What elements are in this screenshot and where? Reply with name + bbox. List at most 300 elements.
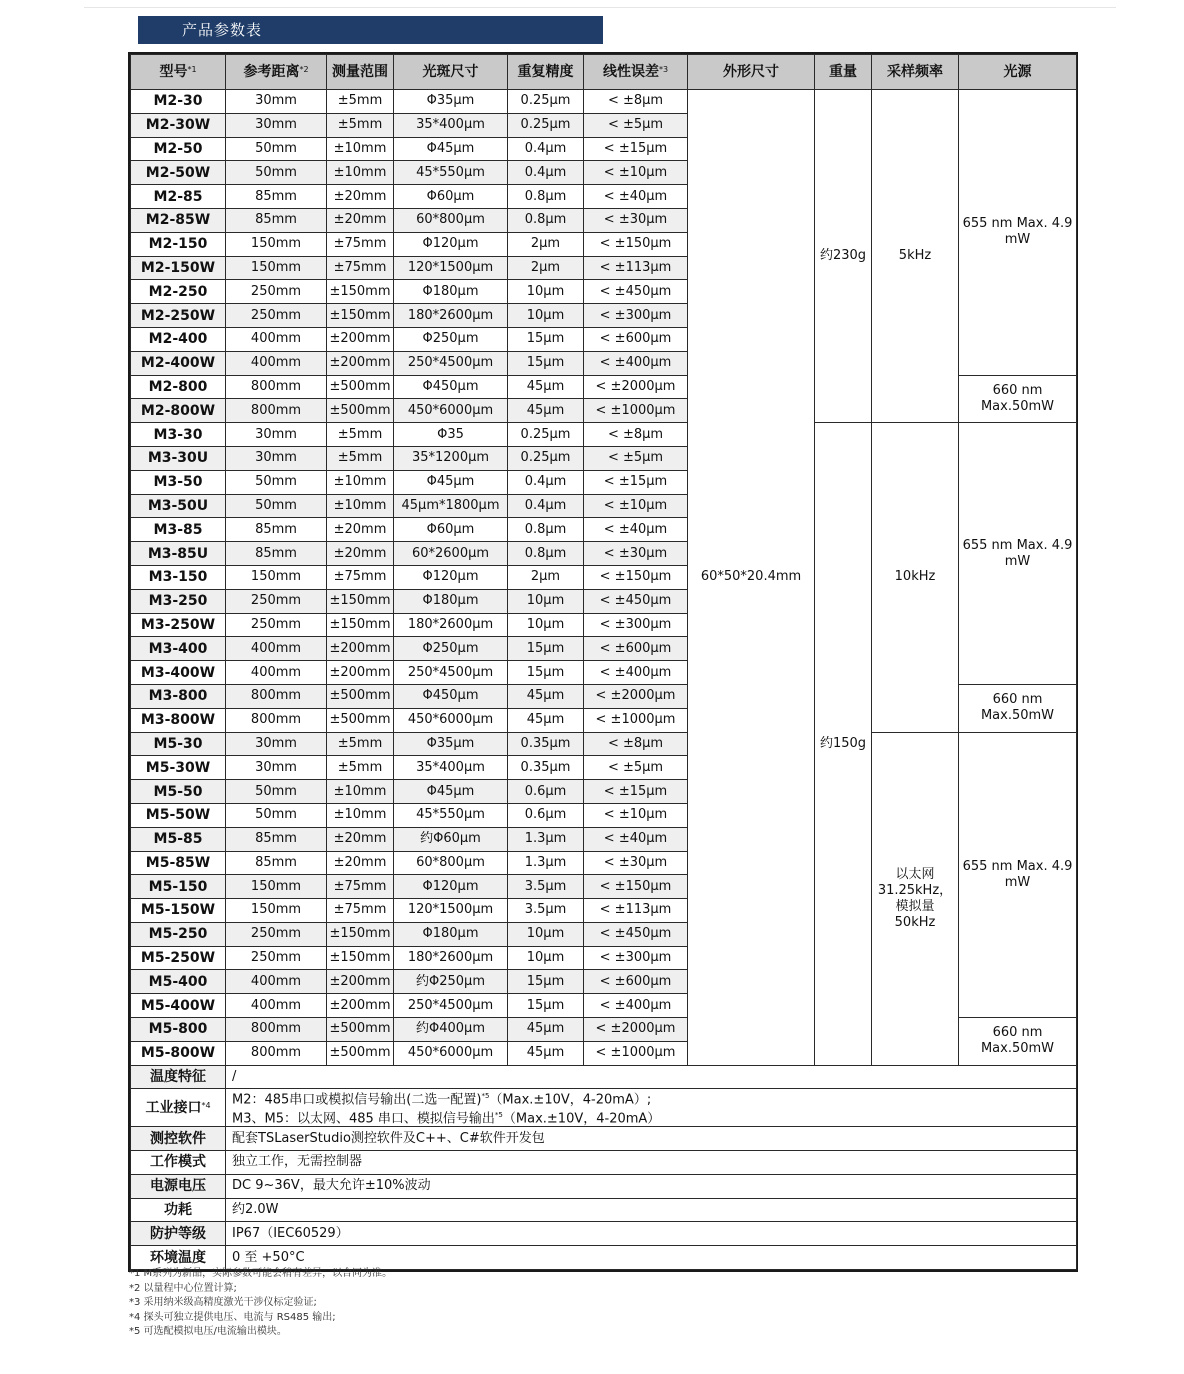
weight-cell: 约230g	[815, 90, 872, 423]
spot-cell: 250*4500μm	[394, 661, 508, 685]
range-cell: ±75mm	[327, 899, 394, 923]
model-cell: M5-250W	[131, 946, 226, 970]
model-cell: M3-400	[131, 637, 226, 661]
linearity-cell: < ±150μm	[584, 232, 688, 256]
ref-distance-cell: 800mm	[226, 684, 327, 708]
ref-distance-cell: 50mm	[226, 780, 327, 804]
linearity-cell: < ±2000μm	[584, 1018, 688, 1042]
model-cell: M3-800	[131, 684, 226, 708]
model-cell: M3-30U	[131, 446, 226, 470]
ref-distance-cell: 400mm	[226, 661, 327, 685]
spot-cell: Φ60μm	[394, 185, 508, 209]
range-cell: ±5mm	[327, 423, 394, 447]
model-cell: M5-85W	[131, 851, 226, 875]
header-model: 型号$^{*1}$	[131, 55, 226, 90]
repeat-cell: 2μm	[508, 256, 584, 280]
range-cell: ±500mm	[327, 684, 394, 708]
header-linearity: 线性误差$^{*3}$	[584, 55, 688, 90]
repeat-cell: 2μm	[508, 565, 584, 589]
model-cell: M5-85	[131, 827, 226, 851]
ref-distance-cell: 30mm	[226, 756, 327, 780]
spec-label: 环境温度	[131, 1246, 226, 1270]
ref-distance-cell: 30mm	[226, 90, 327, 114]
ref-distance-cell: 150mm	[226, 565, 327, 589]
model-cell: M2-150	[131, 232, 226, 256]
linearity-cell: < ±30μm	[584, 851, 688, 875]
ref-distance-cell: 400mm	[226, 327, 327, 351]
spot-cell: 450*6000μm	[394, 708, 508, 732]
light-source-cell: 660 nm Max.50mW	[959, 684, 1077, 732]
ref-distance-cell: 150mm	[226, 875, 327, 899]
model-cell: M2-150W	[131, 256, 226, 280]
range-cell: ±150mm	[327, 589, 394, 613]
repeat-cell: 0.4μm	[508, 137, 584, 161]
spec-label: 温度特征	[131, 1065, 226, 1089]
spec-label: 工业接口$^{*4}$	[131, 1089, 226, 1127]
spec-row-interface	[131, 1089, 1077, 1127]
linearity-cell: < ±40μm	[584, 518, 688, 542]
spot-cell: Φ180μm	[394, 922, 508, 946]
spec-row-software	[131, 1127, 1077, 1151]
model-cell: M3-150	[131, 565, 226, 589]
repeat-cell: 0.4μm	[508, 470, 584, 494]
header-spot: 光斑尺寸	[394, 55, 508, 90]
spot-cell: Φ120μm	[394, 232, 508, 256]
spot-cell: Φ35	[394, 423, 508, 447]
spec-value: M2：485串口或模拟信号输出(二选一配置)$^{*5}$（Max.±10V，4-20mA）; M3、M5：以太网、485 串口、模拟信号输出$^{*5}$（Max.±10V，4-20mA）	[226, 1089, 1077, 1127]
repeat-cell: 0.6μm	[508, 780, 584, 804]
top-divider	[84, 7, 1116, 8]
model-cell: M3-50	[131, 470, 226, 494]
spot-cell: Φ250μm	[394, 327, 508, 351]
ref-distance-cell: 50mm	[226, 161, 327, 185]
spec-label: 测控软件	[131, 1127, 226, 1151]
spot-cell: 约Φ60μm	[394, 827, 508, 851]
repeat-cell: 45μm	[508, 708, 584, 732]
spot-cell: Φ450μm	[394, 375, 508, 399]
linearity-cell: < ±10μm	[584, 494, 688, 518]
linearity-cell: < ±1000μm	[584, 399, 688, 423]
linearity-cell: < ±2000μm	[584, 684, 688, 708]
sampling-cell: 5kHz	[872, 90, 959, 423]
model-cell: M5-50	[131, 780, 226, 804]
linearity-cell: < ±40μm	[584, 185, 688, 209]
spec-table-body	[131, 90, 1077, 1066]
range-cell: ±500mm	[327, 708, 394, 732]
header-sampling: 采样频率	[872, 55, 959, 90]
ref-distance-cell: 50mm	[226, 803, 327, 827]
linearity-cell: < ±300μm	[584, 304, 688, 328]
spot-cell: 45*550μm	[394, 803, 508, 827]
general-specs	[131, 1065, 1077, 1269]
range-cell: ±10mm	[327, 803, 394, 827]
ref-distance-cell: 250mm	[226, 946, 327, 970]
ref-distance-cell: 800mm	[226, 708, 327, 732]
model-cell: M3-85	[131, 518, 226, 542]
header-row	[131, 55, 1077, 90]
repeat-cell: 10μm	[508, 589, 584, 613]
linearity-cell: < ±600μm	[584, 637, 688, 661]
table-row	[131, 423, 1077, 447]
range-cell: ±20mm	[327, 185, 394, 209]
repeat-cell: 45μm	[508, 684, 584, 708]
sampling-cell: 以太网 31.25kHz，模拟量 50kHz	[872, 732, 959, 1065]
header-light: 光源	[959, 55, 1077, 90]
spec-table-frame	[128, 52, 1078, 1272]
repeat-cell: 15μm	[508, 994, 584, 1018]
linearity-cell: < ±8μm	[584, 732, 688, 756]
spot-cell: 60*800μm	[394, 208, 508, 232]
spec-table	[130, 54, 1077, 1270]
spot-cell: Φ180μm	[394, 280, 508, 304]
repeat-cell: 1.3μm	[508, 827, 584, 851]
spec-value: 0 至 +50°C	[226, 1246, 1077, 1270]
linearity-cell: < ±600μm	[584, 327, 688, 351]
model-cell: M2-50	[131, 137, 226, 161]
ref-distance-cell: 400mm	[226, 637, 327, 661]
repeat-cell: 45μm	[508, 1041, 584, 1065]
range-cell: ±500mm	[327, 375, 394, 399]
range-cell: ±5mm	[327, 732, 394, 756]
range-cell: ±10mm	[327, 470, 394, 494]
range-cell: ±5mm	[327, 446, 394, 470]
spot-cell: 450*6000μm	[394, 399, 508, 423]
linearity-cell: < ±400μm	[584, 661, 688, 685]
spot-cell: 250*4500μm	[394, 994, 508, 1018]
light-source-cell: 655 nm Max. 4.9 mW	[959, 732, 1077, 1018]
range-cell: ±75mm	[327, 232, 394, 256]
spot-cell: 35*1200μm	[394, 446, 508, 470]
light-source-cell: 655 nm Max. 4.9 mW	[959, 90, 1077, 376]
repeat-cell: 0.4μm	[508, 161, 584, 185]
repeat-cell: 3.5μm	[508, 899, 584, 923]
model-cell: M3-250	[131, 589, 226, 613]
linearity-cell: < ±15μm	[584, 780, 688, 804]
page-title: 产品参数表	[138, 16, 603, 44]
spot-cell: Φ35μm	[394, 90, 508, 114]
repeat-cell: 10μm	[508, 613, 584, 637]
ref-distance-cell: 30mm	[226, 732, 327, 756]
range-cell: ±200mm	[327, 351, 394, 375]
linearity-cell: < ±450μm	[584, 922, 688, 946]
range-cell: ±200mm	[327, 327, 394, 351]
repeat-cell: 0.25μm	[508, 90, 584, 114]
footnote: *4 探头可独立提供电压、电流与 RS485 输出;	[129, 1311, 336, 1323]
range-cell: ±200mm	[327, 994, 394, 1018]
spec-row-power	[131, 1198, 1077, 1222]
spot-cell: Φ450μm	[394, 684, 508, 708]
repeat-cell: 15μm	[508, 637, 584, 661]
range-cell: ±500mm	[327, 1018, 394, 1042]
model-cell: M5-250	[131, 922, 226, 946]
spot-cell: Φ180μm	[394, 589, 508, 613]
repeat-cell: 0.8μm	[508, 542, 584, 566]
spot-cell: 120*1500μm	[394, 899, 508, 923]
light-source-cell: 655 nm Max. 4.9 mW	[959, 423, 1077, 685]
linearity-cell: < ±113μm	[584, 899, 688, 923]
spec-value: 约2.0W	[226, 1198, 1077, 1222]
ref-distance-cell: 85mm	[226, 185, 327, 209]
range-cell: ±200mm	[327, 637, 394, 661]
repeat-cell: 10μm	[508, 280, 584, 304]
dimensions-cell: 60*50*20.4mm	[688, 90, 815, 1066]
ref-distance-cell: 250mm	[226, 304, 327, 328]
spot-cell: Φ120μm	[394, 875, 508, 899]
ref-distance-cell: 30mm	[226, 113, 327, 137]
range-cell: ±10mm	[327, 780, 394, 804]
spot-cell: 约Φ400μm	[394, 1018, 508, 1042]
linearity-cell: < ±8μm	[584, 90, 688, 114]
linearity-cell: < ±150μm	[584, 565, 688, 589]
linearity-cell: < ±113μm	[584, 256, 688, 280]
range-cell: ±20mm	[327, 208, 394, 232]
ref-distance-cell: 800mm	[226, 399, 327, 423]
repeat-cell: 0.25μm	[508, 446, 584, 470]
spec-value: DC 9~36V，最大允许±10%波动	[226, 1174, 1077, 1198]
spot-cell: 45μm*1800μm	[394, 494, 508, 518]
spec-value: /	[226, 1065, 1077, 1089]
linearity-cell: < ±150μm	[584, 875, 688, 899]
ref-distance-cell: 800mm	[226, 375, 327, 399]
ref-distance-cell: 85mm	[226, 851, 327, 875]
ref-distance-cell: 250mm	[226, 922, 327, 946]
model-cell: M3-400W	[131, 661, 226, 685]
repeat-cell: 45μm	[508, 399, 584, 423]
footnote: *1 M系列为新品，实际参数可能会稍有差异，以合同为准。	[129, 1268, 393, 1279]
spec-row-mode	[131, 1150, 1077, 1174]
linearity-cell: < ±450μm	[584, 589, 688, 613]
range-cell: ±150mm	[327, 280, 394, 304]
table-row	[131, 732, 1077, 756]
model-cell: M5-30W	[131, 756, 226, 780]
spot-cell: Φ45μm	[394, 470, 508, 494]
repeat-cell: 15μm	[508, 970, 584, 994]
ref-distance-cell: 85mm	[226, 827, 327, 851]
linearity-cell: < ±1000μm	[584, 708, 688, 732]
ref-distance-cell: 400mm	[226, 994, 327, 1018]
spot-cell: Φ45μm	[394, 137, 508, 161]
linearity-cell: < ±1000μm	[584, 1041, 688, 1065]
model-cell: M2-250W	[131, 304, 226, 328]
range-cell: ±10mm	[327, 161, 394, 185]
spot-cell: Φ120μm	[394, 565, 508, 589]
ref-distance-cell: 50mm	[226, 470, 327, 494]
spec-row-temp-feature	[131, 1065, 1077, 1089]
repeat-cell: 0.6μm	[508, 803, 584, 827]
range-cell: ±75mm	[327, 875, 394, 899]
range-cell: ±75mm	[327, 565, 394, 589]
ref-distance-cell: 250mm	[226, 280, 327, 304]
linearity-cell: < ±400μm	[584, 994, 688, 1018]
repeat-cell: 15μm	[508, 351, 584, 375]
repeat-cell: 15μm	[508, 327, 584, 351]
repeat-cell: 3.5μm	[508, 875, 584, 899]
range-cell: ±5mm	[327, 756, 394, 780]
linearity-cell: < ±8μm	[584, 423, 688, 447]
linearity-cell: < ±30μm	[584, 542, 688, 566]
range-cell: ±200mm	[327, 661, 394, 685]
spec-row-env-temp	[131, 1246, 1077, 1270]
spec-row-protection	[131, 1222, 1077, 1246]
linearity-cell: < ±10μm	[584, 803, 688, 827]
range-cell: ±150mm	[327, 613, 394, 637]
range-cell: ±200mm	[327, 970, 394, 994]
spec-value: 配套TSLaserStudio测控软件及C++、C#软件开发包	[226, 1127, 1077, 1151]
model-cell: M5-400	[131, 970, 226, 994]
spot-cell: 60*800μm	[394, 851, 508, 875]
model-cell: M2-800	[131, 375, 226, 399]
table-row	[131, 90, 1077, 114]
linearity-cell: < ±300μm	[584, 946, 688, 970]
repeat-cell: 0.8μm	[508, 518, 584, 542]
spot-cell: 45*550μm	[394, 161, 508, 185]
ref-distance-cell: 400mm	[226, 351, 327, 375]
repeat-cell: 10μm	[508, 304, 584, 328]
spot-cell: 250*4500μm	[394, 351, 508, 375]
ref-distance-cell: 150mm	[226, 232, 327, 256]
linearity-cell: < ±5μm	[584, 756, 688, 780]
ref-distance-cell: 85mm	[226, 542, 327, 566]
repeat-cell: 0.8μm	[508, 208, 584, 232]
ref-distance-cell: 250mm	[226, 589, 327, 613]
model-cell: M2-800W	[131, 399, 226, 423]
repeat-cell: 10μm	[508, 922, 584, 946]
repeat-cell: 1.3μm	[508, 851, 584, 875]
header-range: 测量范围	[327, 55, 394, 90]
range-cell: ±20mm	[327, 518, 394, 542]
model-cell: M2-400W	[131, 351, 226, 375]
model-cell: M2-30	[131, 90, 226, 114]
model-cell: M3-250W	[131, 613, 226, 637]
ref-distance-cell: 85mm	[226, 518, 327, 542]
footnotes	[129, 1267, 392, 1340]
linearity-cell: < ±40μm	[584, 827, 688, 851]
linearity-cell: < ±15μm	[584, 470, 688, 494]
footnote: *3 采用纳米级高精度激光干涉仪标定验证;	[129, 1297, 317, 1308]
footnote: *2 以量程中心位置计算;	[129, 1282, 237, 1294]
linearity-cell: < ±450μm	[584, 280, 688, 304]
range-cell: ±5mm	[327, 90, 394, 114]
model-cell: M5-800W	[131, 1041, 226, 1065]
model-cell: M2-50W	[131, 161, 226, 185]
spec-label: 功耗	[131, 1198, 226, 1222]
spot-cell: 60*2600μm	[394, 542, 508, 566]
spec-label: 工作模式	[131, 1150, 226, 1174]
model-cell: M3-85U	[131, 542, 226, 566]
spot-cell: Φ250μm	[394, 637, 508, 661]
sampling-cell: 10kHz	[872, 423, 959, 732]
light-source-cell: 660 nm Max.50mW	[959, 375, 1077, 423]
linearity-cell: < ±10μm	[584, 161, 688, 185]
repeat-cell: 0.35μm	[508, 732, 584, 756]
spec-row-voltage	[131, 1174, 1077, 1198]
linearity-cell: < ±2000μm	[584, 375, 688, 399]
linearity-cell: < ±5μm	[584, 446, 688, 470]
linearity-cell: < ±5μm	[584, 113, 688, 137]
ref-distance-cell: 400mm	[226, 970, 327, 994]
ref-distance-cell: 30mm	[226, 446, 327, 470]
range-cell: ±150mm	[327, 922, 394, 946]
range-cell: ±10mm	[327, 494, 394, 518]
spec-label: 电源电压	[131, 1174, 226, 1198]
weight-cell: 约150g	[815, 423, 872, 1066]
ref-distance-cell: 30mm	[226, 423, 327, 447]
model-cell: M2-400	[131, 327, 226, 351]
spec-value: IP67（IEC60529）	[226, 1222, 1077, 1246]
repeat-cell: 15μm	[508, 661, 584, 685]
linearity-cell: < ±600μm	[584, 970, 688, 994]
model-cell: M2-250	[131, 280, 226, 304]
range-cell: ±150mm	[327, 304, 394, 328]
repeat-cell: 0.35μm	[508, 756, 584, 780]
repeat-cell: 2μm	[508, 232, 584, 256]
model-cell: M5-800	[131, 1018, 226, 1042]
ref-distance-cell: 150mm	[226, 256, 327, 280]
spot-cell: 450*6000μm	[394, 1041, 508, 1065]
model-cell: M5-150	[131, 875, 226, 899]
model-cell: M5-50W	[131, 803, 226, 827]
light-source-cell: 660 nm Max.50mW	[959, 1018, 1077, 1066]
ref-distance-cell: 800mm	[226, 1041, 327, 1065]
repeat-cell: 0.25μm	[508, 423, 584, 447]
repeat-cell: 0.4μm	[508, 494, 584, 518]
repeat-cell: 10μm	[508, 946, 584, 970]
model-cell: M5-30	[131, 732, 226, 756]
range-cell: ±500mm	[327, 399, 394, 423]
spec-value: 独立工作，无需控制器	[226, 1150, 1077, 1174]
spot-cell: 35*400μm	[394, 756, 508, 780]
spot-cell: 180*2600μm	[394, 613, 508, 637]
spot-cell: 180*2600μm	[394, 304, 508, 328]
header-repeat: 重复精度	[508, 55, 584, 90]
spot-cell: Φ45μm	[394, 780, 508, 804]
range-cell: ±150mm	[327, 946, 394, 970]
repeat-cell: 0.25μm	[508, 113, 584, 137]
linearity-cell: < ±400μm	[584, 351, 688, 375]
ref-distance-cell: 150mm	[226, 899, 327, 923]
model-cell: M5-400W	[131, 994, 226, 1018]
repeat-cell: 0.8μm	[508, 185, 584, 209]
ref-distance-cell: 50mm	[226, 494, 327, 518]
linearity-cell: < ±300μm	[584, 613, 688, 637]
model-cell: M3-30	[131, 423, 226, 447]
header-dimensions: 外形尺寸	[688, 55, 815, 90]
range-cell: ±20mm	[327, 542, 394, 566]
repeat-cell: 45μm	[508, 375, 584, 399]
model-cell: M2-85W	[131, 208, 226, 232]
model-cell: M2-30W	[131, 113, 226, 137]
spec-label: 防护等级	[131, 1222, 226, 1246]
range-cell: ±20mm	[327, 851, 394, 875]
model-cell: M2-85	[131, 185, 226, 209]
range-cell: ±5mm	[327, 113, 394, 137]
ref-distance-cell: 85mm	[226, 208, 327, 232]
linearity-cell: < ±15μm	[584, 137, 688, 161]
spot-cell: Φ60μm	[394, 518, 508, 542]
spot-cell: 35*400μm	[394, 113, 508, 137]
ref-distance-cell: 250mm	[226, 613, 327, 637]
model-cell: M5-150W	[131, 899, 226, 923]
range-cell: ±500mm	[327, 1041, 394, 1065]
spot-cell: Φ35μm	[394, 732, 508, 756]
model-cell: M3-800W	[131, 708, 226, 732]
ref-distance-cell: 800mm	[226, 1018, 327, 1042]
footnote: *5 可选配模拟电压/电流输出模块。	[129, 1326, 287, 1337]
linearity-cell: < ±30μm	[584, 208, 688, 232]
spot-cell: 180*2600μm	[394, 946, 508, 970]
header-ref-distance: 参考距离$^{*2}$	[226, 55, 327, 90]
range-cell: ±75mm	[327, 256, 394, 280]
